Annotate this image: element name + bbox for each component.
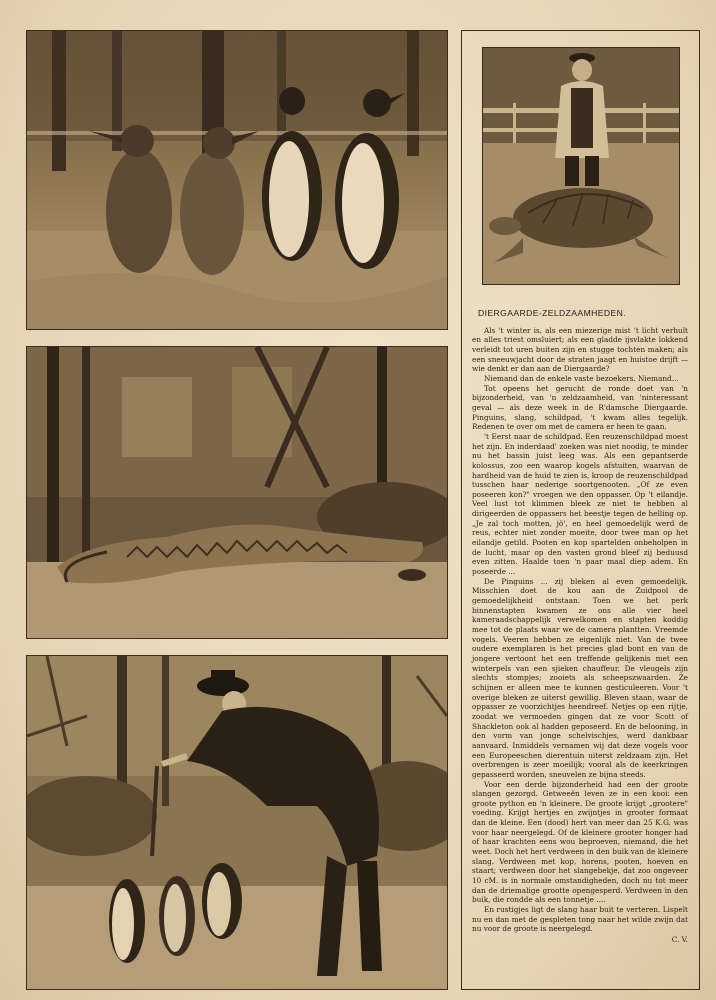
author-signature: C. V.: [671, 935, 688, 944]
article-paragraph: Niemand dan de enkele vaste bezoekers. Niemand...: [484, 373, 679, 383]
article-paragraph: 't Eerst naar de schildpad. Een reuzenschildpad moest het zijn. En inderdaad' zoeken was niet noodig, te minder nu het bassin juist leeg was. Als een gepantserde kolossus, zoo een waarop kogels afstuiten, waarvan de hardheid van de huid te zien is, kroop de reuzenschildpad tusschen haar nederige soortgenooten. „Of ze even poseeren kon?" vroegen we den oppasser. Op 't eilandje. Veel lust tot klimmen bleek ze niet te hebben al dirigeerden de oppassers het beestje tegen de helling op. „Je zal toch motten, jö', en heel gemoedelijk werd de reus, echter niet zonder moeite, door twee man op het eilandje getild. Pooten en kop spartelden onbeholpen in de lucht, maar op den vasten grond bleef zij beduusd even zitten. Haalde toen 'n paar maal diep adem. En poseerde ...: [472, 431, 688, 577]
article-title: DIERGAARDE-ZELDZAAMHEDEN.: [478, 308, 626, 318]
turtle-illustration: [483, 48, 679, 284]
article-paragraph: Voor een derde bijzonderheid had een der groote slangen gezorgd. Getweeën leven ze in een kooi: een groote python en 'n kleinere. De groote krijgt „grootere" voeding. Krijgt hertjes en zwijntjes in grooter formaat dan de kleine. Een (dood) hert van meer dan 25 K.G. was voor haar neergelegd. Of de kleinere grooter honger had of haar krachten eens wou beproeven, niemand, die het weet. Doch het hert verdween in den buik van de kleinere slang. Verdween met kop, horens, pooten, hoeven en staart; verdween door het slangebekje, dat zoo ongeveer 10 cM. is in normale omstandigheden, doch nu tot meer dan de driemalige grootte opengesperd. Verdween in den buik, die rondde als een tonnetje ....: [472, 779, 688, 905]
snake-photo: [26, 346, 448, 639]
feeding-photo: [26, 655, 448, 990]
snake-illustration: [27, 347, 447, 638]
turtle-photo: [482, 47, 680, 285]
penguins-photo: [26, 30, 448, 330]
penguins-illustration: [27, 31, 447, 329]
feeding-illustration: [27, 656, 447, 989]
article-paragraph: En rustigjes ligt de slang haar buit te verteren. Lispelt nu en dan met de gespleten tong naar het wilde zwijn dat nu voor de groote is neergelegd.: [472, 905, 688, 934]
article-paragraph: Als 't winter is, als een miezerige mist 't licht verhult en alles triest omsluiert; als een gladde ijsvlakte lokkend verleidt tot uren buiten zijn en stugge tochten maken; als een sneeuwjacht door de straten jaagt en huistoe drijft — wie denkt er dan aan de Diergaarde?: [472, 325, 688, 374]
article: [472, 300, 688, 945]
article-paragraph: Tot opeens het gerucht de ronde doet van 'n bijzonderheid, van 'n zeldzaamheid, van 'ninteressant geval — als deze week in de R'damsche Diergaarde. Pinguins, slang, schildpad, 't kwam alles tegelijk. Redenen te over om met de camera er heen te gaan.: [472, 383, 688, 432]
article-paragraph: De Pinguins ... zij bleken al even gemoedelijk. Misschien doet de kou aan de Zuidpool de gemoedelijkheid ontstaan. Toen we het perk binnenstapten kwamen ze ons alle vier heel kameraadschappelijk verwelkomen en stapten koddig mee tot de plaats waar we de camera plantten. Vreemde vogels. Veeren hebben ze eigenlijk niet. Van de twee oudere exemplaren is het precies glad bont en van de jongere vertoont het een treffende gelijkenis met een winterpels van een sjieken chauffeur. De vleugels zijn slechts stompjes; zooiets als scheepszwaarden. Ze schijnen er alleen mee te kunnen gesticuleeren. Voor 't overige bleken ze uiterst gewillig. Bleven staan, waar de oppasser ze voorzichtjes heendreef. Netjes op een rijtje, zoodat we vermoeden gingen dat ze voor Scott of Shackleton ook al hadden geposeerd. En de belooning, in den vorm van jonge schelvischjes, werd dankbaar aanvaard. Inmiddels vernamen wij dat deze vogels voor een Europeeschen dierentuin uiterst zeldzaam zijn. Het overbrengen is zeer moeilijk; vooral als de keerkringen gepasseerd worden, sneuvelen ze bijna steeds.: [472, 576, 688, 779]
